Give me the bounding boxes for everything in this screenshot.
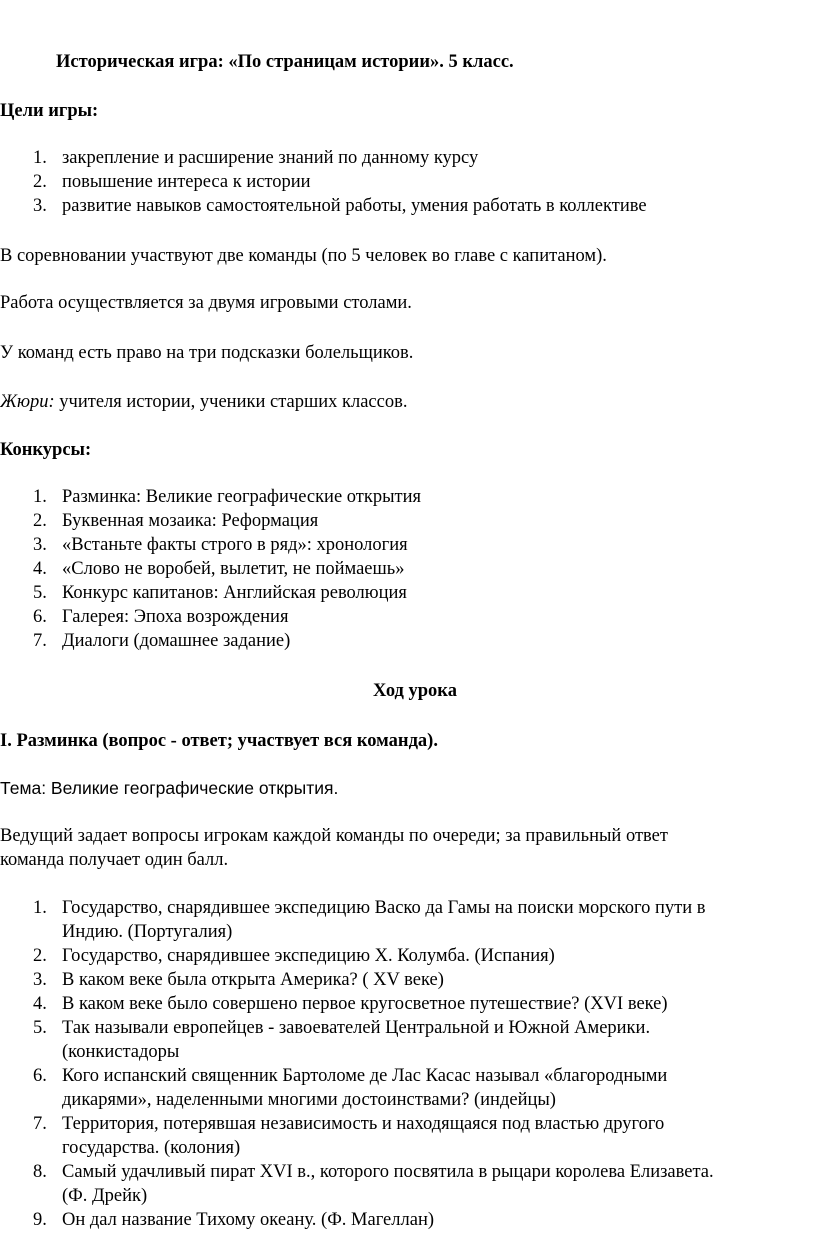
question-item: 5. Так называли европейцев - завоевателей Центральной и Южной Америки. (конкистадоры	[33, 1018, 651, 1062]
list-item: 7. Диалоги (домашнее задание)	[33, 631, 291, 651]
question-item: 4. В каком веке было совершено первое кругосветное путешествие? (XVI веке)	[33, 994, 668, 1014]
jury-label: Жюри:	[0, 392, 55, 412]
list-item: 3. «Встаньте факты строго в ряд»: хронология	[33, 535, 408, 555]
list-item: 4. «Слово не воробей, вылетит, не поймаешь»	[33, 559, 405, 579]
list-item: 3. развитие навыков самостоятельной работы, умения работать в коллективе	[33, 196, 647, 216]
question-item: 3. В каком веке была открыта Америка? ( XV веке)	[33, 970, 444, 990]
list-item: 6. Галерея: Эпоха возрождения	[33, 607, 289, 627]
question-item: 7. Территория, потерявшая независимость и находящаяся под властью другого государства. (колония)	[33, 1114, 665, 1158]
intro-line-1: Ведущий задает вопросы игрокам каждой команды по очереди; за правильный ответ	[0, 826, 668, 846]
question-item: 8. Самый удачливый пират XVI в., которого посвятила в рыцари королева Елизавета. (Ф. Дрейк)	[33, 1162, 714, 1206]
lesson-heading: Ход урока	[373, 681, 457, 701]
section-title: I. Разминка (вопрос - ответ; участвует вся команда).	[0, 731, 438, 751]
question-item: 2. Государство, снарядившее экспедицию Х. Колумба. (Испания)	[33, 946, 555, 966]
goals-list	[0, 146, 816, 218]
goals-heading: Цели игры:	[0, 101, 99, 121]
teams-paragraph: В соревновании участвуют две команды (по 5 человек во главе с капитаном).	[0, 246, 607, 266]
jury-text: учителя истории, ученики старших классов.	[54, 392, 408, 412]
question-item: 6. Кого испанский священник Бартоломе де Лас Касас называл «благородными дикарями», наделенными многими достоинствами? (индейцы)	[33, 1066, 668, 1110]
list-item: 5. Конкурс капитанов: Английская революция	[33, 583, 407, 603]
hints-paragraph: У команд есть право на три подсказки болельщиков.	[0, 343, 414, 363]
list-item: 1. Разминка: Великие географические открытия	[33, 487, 422, 507]
contests-list	[0, 485, 816, 653]
tables-paragraph: Работа осуществляется за двумя игровыми столами.	[0, 293, 412, 313]
list-item: 1. закрепление и расширение знаний по данному курсу	[33, 148, 479, 168]
list-item: 2. Буквенная мозаика: Реформация	[33, 511, 319, 531]
jury-paragraph	[0, 390, 407, 414]
list-item: 2. повышение интереса к истории	[33, 172, 311, 192]
question-item: 9. Он дал название Тихому океану. (Ф. Магеллан)	[33, 1210, 435, 1230]
topic-line: Тема: Великие географические открытия.	[0, 778, 339, 798]
question-item: 1. Государство, снарядившее экспедицию Васко да Гамы на поиски морского пути в Индию. (Португалия)	[33, 898, 706, 942]
intro-line-2: команда получает один балл.	[0, 850, 229, 870]
document-title: Историческая игра: «По страницам истории». 5 класс.	[56, 52, 514, 72]
contests-heading: Конкурсы:	[0, 440, 92, 460]
questions-list	[0, 896, 816, 1232]
